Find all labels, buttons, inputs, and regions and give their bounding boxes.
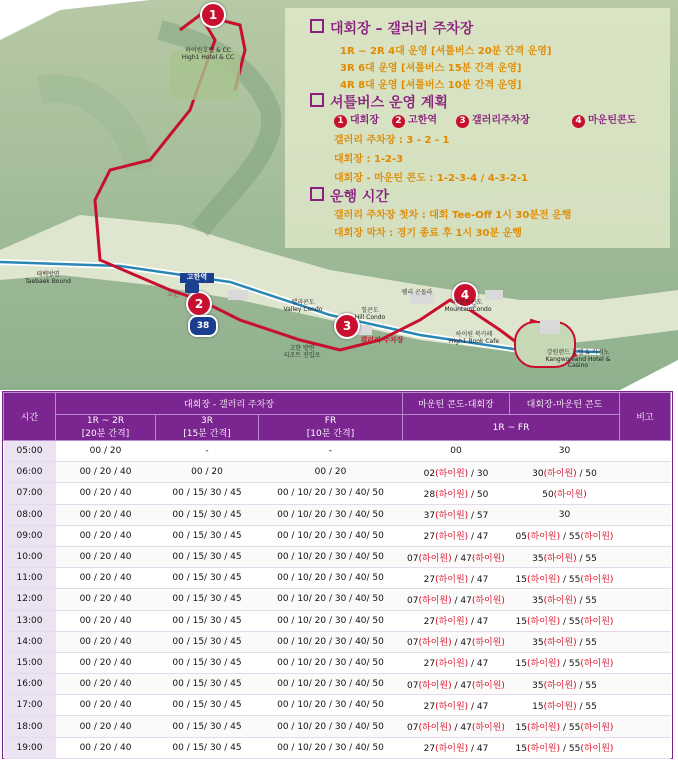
time-value: 50 <box>542 489 554 500</box>
time-cell: 19:00 <box>4 737 56 758</box>
legend-item-2 <box>392 111 437 128</box>
hi-tag: (하이원) <box>527 617 561 628</box>
table-row <box>4 610 671 631</box>
table-row <box>4 737 671 758</box>
shuttle-timetable <box>3 392 671 759</box>
hi-tag: (하이원) <box>543 468 577 479</box>
hi-tag: (하이원) <box>580 723 614 734</box>
time-value: / 57 <box>468 511 489 522</box>
header-group2: 마운틴 콘도-대회장 <box>403 393 510 415</box>
venue-to-mountain-cell <box>510 546 620 567</box>
time-value: 07 <box>407 723 419 734</box>
hi-tag: (하이원) <box>580 532 614 543</box>
gallery-3r-cell: 00 / 15/ 30 / 45 <box>156 483 259 504</box>
header-col3-line2: [10분 간격] <box>306 429 355 439</box>
gallery-3r-cell: - <box>156 441 259 462</box>
venue-to-mountain-cell <box>510 737 620 758</box>
time-cell: 18:00 <box>4 716 56 737</box>
mountain-to-venue-cell <box>403 525 510 546</box>
mountain-to-venue-cell <box>403 695 510 716</box>
hi-tag: (하이원) <box>543 638 577 649</box>
time-cell: 09:00 <box>4 525 56 546</box>
gallery-fr-cell: 00 / 10/ 20 / 30 / 40/ 50 <box>259 695 403 716</box>
time-value: / 47 <box>468 574 489 585</box>
time-value: 35 <box>532 595 544 606</box>
time-value: / 55 <box>576 595 597 606</box>
gallery-fr-cell: - <box>259 441 403 462</box>
section1-line-1: 1R ~ 2R 4대 운영 [셔틀버스 20분 간격 운영] <box>340 46 552 57</box>
time-value: / 50 <box>576 468 597 479</box>
table-row <box>4 483 671 504</box>
hi-tag: (하이원) <box>471 638 505 649</box>
hi-tag: (하이원) <box>435 511 469 522</box>
hi-tag: (하이원) <box>435 744 469 755</box>
time-value: / 55 <box>576 680 597 691</box>
gallery-1r2r-cell: 00 / 20 / 40 <box>56 631 156 652</box>
table-row <box>4 589 671 610</box>
hi-tag: (하이원) <box>435 701 469 712</box>
legend-label-3: 갤러리주차장 <box>472 115 530 126</box>
gallery-fr-cell: 00 / 10/ 20 / 30 / 40/ 50 <box>259 674 403 695</box>
taebaek-text-en: Taebaek Bound <box>25 277 71 285</box>
hi-tag: (하이원) <box>418 553 452 564</box>
gallery-fr-cell: 00 / 10/ 20 / 30 / 40/ 50 <box>259 737 403 758</box>
valley-text: 밸리콘도 <box>291 299 315 306</box>
label-ski: 웰리 곤돌라 <box>401 289 433 296</box>
time-value: / 47 <box>468 744 489 755</box>
hi-tag: (하이원) <box>471 553 505 564</box>
hi-tag: (하이원) <box>580 744 614 755</box>
time-value: 30 <box>532 468 544 479</box>
gallery-1r2r-cell: 00 / 20 / 40 <box>56 525 156 546</box>
hotel-name-en: High1 Hotel & CC <box>181 53 235 61</box>
note-cell <box>620 589 671 610</box>
note-cell <box>620 525 671 546</box>
header-time: 시간 <box>4 393 56 441</box>
valley-text-en: Valley Condo <box>283 305 323 313</box>
time-value: / 47 <box>468 701 489 712</box>
time-value: 15 <box>515 723 527 734</box>
header-col45: 1R ~ FR <box>403 415 620 441</box>
venue-to-mountain-cell <box>510 525 620 546</box>
marker-1[interactable]: 1 <box>200 2 226 28</box>
time-cell: 10:00 <box>4 546 56 567</box>
section3-line-1: 갤러리 주차장 첫차 : 대회 Tee-Off 1시 30분전 운행 <box>334 210 572 221</box>
time-value: / 55 <box>560 532 581 543</box>
section1-title-text: 대회장 – 갤러리 주차장 <box>330 21 474 37</box>
legend-item-1 <box>334 111 379 128</box>
marker-4[interactable]: 4 <box>452 282 478 308</box>
venue-to-mountain-cell <box>510 568 620 589</box>
time-value: 35 <box>532 638 544 649</box>
time-value: 07 <box>407 638 419 649</box>
hi-tag: (하이원) <box>435 617 469 628</box>
gallery-3r-cell: 00 / 15/ 30 / 45 <box>156 546 259 567</box>
label-hill <box>350 308 390 321</box>
gallery-3r-cell: 00 / 15/ 30 / 45 <box>156 504 259 525</box>
legend-label-1: 대회장 <box>350 115 379 126</box>
hi-tag: (하이원) <box>435 468 469 479</box>
note-cell <box>620 631 671 652</box>
time-value: 30 <box>558 509 571 520</box>
gallery-fr-cell: 00 / 10/ 20 / 30 / 40/ 50 <box>259 631 403 652</box>
time-value: 27 <box>423 574 436 585</box>
section1-square-icon <box>310 19 324 33</box>
mountain-to-venue-cell <box>403 737 510 758</box>
table-row <box>4 716 671 737</box>
time-value: / 47 <box>468 659 489 670</box>
venue-to-mountain-cell <box>510 589 620 610</box>
header-group1: 대회장 - 갤러리 주차장 <box>56 393 403 415</box>
header-col2-line2: [15분 간격] <box>183 429 231 439</box>
resort-entrance-text: 리조트 진입로 <box>283 351 321 359</box>
hi-tag: (하이원) <box>418 638 452 649</box>
bus-icon <box>185 283 199 293</box>
bookcafe-text-en: High1 Book Cafe <box>448 337 500 345</box>
note-cell <box>620 674 671 695</box>
hotel-name: 하이원호텔 & CC <box>185 47 231 54</box>
mountain-to-venue-cell <box>403 716 510 737</box>
venue-to-mountain-cell <box>510 674 620 695</box>
gallery-1r2r-cell: 00 / 20 / 40 <box>56 504 156 525</box>
note-cell <box>620 652 671 673</box>
header-col1-line1: 1R ~ 2R <box>86 416 125 426</box>
time-value: 28 <box>423 489 436 500</box>
section1-title <box>310 18 473 38</box>
time-value: / 47 <box>451 723 472 734</box>
note-cell <box>620 441 671 462</box>
hi-tag: (하이원) <box>471 723 505 734</box>
time-value: 00 <box>450 446 462 457</box>
gallery-1r2r-cell: 00 / 20 / 40 <box>56 610 156 631</box>
gallery-1r2r-cell: 00 / 20 / 40 <box>56 674 156 695</box>
header-col1 <box>56 415 156 441</box>
time-value: / 47 <box>451 553 472 564</box>
time-cell: 08:00 <box>4 504 56 525</box>
hi-tag: (하이원) <box>471 680 505 691</box>
time-value: 15 <box>532 701 544 712</box>
hi-tag: (하이원) <box>435 532 469 543</box>
venue-to-mountain-cell <box>510 631 620 652</box>
venue-to-mountain-cell <box>510 695 620 716</box>
bookcafe-text: 하이원 북카페 <box>455 331 493 338</box>
label-mountain <box>440 300 496 313</box>
gallery-fr-cell: 00 / 10/ 20 / 30 / 40/ 50 <box>259 504 403 525</box>
time-value: 07 <box>407 595 419 606</box>
time-cell: 17:00 <box>4 695 56 716</box>
table-row <box>4 674 671 695</box>
gallery-1r2r-cell: 00 / 20 / 40 <box>56 716 156 737</box>
table-row <box>4 652 671 673</box>
kangwon-text-en: Kangwonland Hotel & Casino <box>545 355 611 370</box>
legend-num-4: 4 <box>572 115 585 128</box>
section3-title-text: 운행 시간 <box>330 189 389 205</box>
gallery-1r2r-cell: 00 / 20 <box>56 441 156 462</box>
section2-line-2: 대회장 : 1-2-3 <box>334 154 404 165</box>
gallery-3r-cell: 00 / 15/ 30 / 45 <box>156 674 259 695</box>
section3-title <box>310 186 389 206</box>
time-cell: 07:00 <box>4 483 56 504</box>
gallery-3r-cell: 00 / 15/ 30 / 45 <box>156 737 259 758</box>
gallery-3r-cell: 00 / 15/ 30 / 45 <box>156 716 259 737</box>
table-row <box>4 441 671 462</box>
note-cell <box>620 568 671 589</box>
mountain-to-venue-cell <box>403 441 510 462</box>
mountain-to-venue-cell <box>403 631 510 652</box>
hi-tag: (하이원) <box>543 701 577 712</box>
header-col3-line1: FR <box>324 416 337 426</box>
mountain-to-venue-cell <box>403 483 510 504</box>
hi-tag: (하이원) <box>580 659 614 670</box>
venue-to-mountain-cell <box>510 462 620 483</box>
route-38-badge: 38 <box>188 315 218 337</box>
note-cell <box>620 546 671 567</box>
time-value: 27 <box>423 659 436 670</box>
gallery-1r2r-cell: 00 / 20 / 40 <box>56 695 156 716</box>
time-value: / 55 <box>560 744 581 755</box>
time-value: 27 <box>423 701 436 712</box>
note-cell <box>620 737 671 758</box>
gallery-fr-cell: 00 / 10/ 20 / 30 / 40/ 50 <box>259 716 403 737</box>
header-col2 <box>156 415 259 441</box>
hi-tag: (하이원) <box>580 617 614 628</box>
venue-to-mountain-cell <box>510 652 620 673</box>
time-value: / 55 <box>576 701 597 712</box>
hi-tag: (하이원) <box>580 574 614 585</box>
time-value: / 30 <box>468 468 489 479</box>
time-value: 02 <box>423 468 436 479</box>
gallery-fr-cell: 00 / 20 <box>259 462 403 483</box>
gallery-fr-cell: 00 / 10/ 20 / 30 / 40/ 50 <box>259 589 403 610</box>
gallery-3r-cell: 00 / 15/ 30 / 45 <box>156 631 259 652</box>
table-row <box>4 546 671 567</box>
time-value: 27 <box>423 744 436 755</box>
mountain-to-venue-cell <box>403 674 510 695</box>
legend-item-4 <box>572 111 636 128</box>
label-taebaek <box>18 272 78 285</box>
header-col1-line2: [20분 간격] <box>81 429 130 439</box>
section2-line-3: 대회장 - 마운틴 콘도 : 1-2-3-4 / 4-3-2-1 <box>334 173 529 184</box>
mountain-to-venue-cell <box>403 462 510 483</box>
label-valley <box>278 300 328 313</box>
time-value: / 47 <box>451 595 472 606</box>
label-kangwon <box>545 350 611 370</box>
gallery-fr-cell: 00 / 10/ 20 / 30 / 40/ 50 <box>259 546 403 567</box>
section3-square-icon <box>310 187 324 201</box>
note-cell <box>620 610 671 631</box>
section2-line-1: 갤러리 주차장 : 3 - 2 - 1 <box>334 135 450 146</box>
hi-tag: (하이원) <box>543 680 577 691</box>
gallery-fr-cell: 00 / 10/ 20 / 30 / 40/ 50 <box>259 568 403 589</box>
label-resort-entrance <box>272 346 332 359</box>
time-value: / 55 <box>560 659 581 670</box>
time-cell: 05:00 <box>4 441 56 462</box>
time-value: / 50 <box>468 489 489 500</box>
venue-to-mountain-cell <box>510 441 620 462</box>
timetable-body <box>4 441 671 759</box>
marker-3[interactable]: 3 <box>334 313 360 339</box>
note-cell <box>620 483 671 504</box>
gallery-1r2r-cell: 00 / 20 / 40 <box>56 483 156 504</box>
section1-line-3: 4R 8대 운영 [셔틀버스 10분 간격 운영] <box>340 80 522 91</box>
taebaek-text: 태백방면 <box>36 271 60 278</box>
label-gallery-parking: 갤러리 주차장 <box>360 336 404 344</box>
hi-tag: (하이원) <box>435 659 469 670</box>
legend-item-3 <box>456 111 530 128</box>
hi-tag: (하이원) <box>435 574 469 585</box>
marker-2[interactable]: 2 <box>186 291 212 317</box>
time-value: / 47 <box>468 617 489 628</box>
time-cell: 13:00 <box>4 610 56 631</box>
gallery-1r2r-cell: 00 / 20 / 40 <box>56 737 156 758</box>
timetable-header <box>4 393 671 441</box>
venue-to-mountain-cell <box>510 610 620 631</box>
hill-text: 힐콘도 <box>361 307 379 314</box>
legend-label-4: 마운틴콘도 <box>588 115 637 126</box>
gallery-fr-cell: 00 / 10/ 20 / 30 / 40/ 50 <box>259 610 403 631</box>
gallery-1r2r-cell: 00 / 20 / 40 <box>56 568 156 589</box>
time-value: 35 <box>532 553 544 564</box>
hi-tag: (하이원) <box>527 574 561 585</box>
gallery-3r-cell: 00 / 15/ 30 / 45 <box>156 589 259 610</box>
hi-tag: (하이원) <box>527 723 561 734</box>
gallery-3r-cell: 00 / 15/ 30 / 45 <box>156 610 259 631</box>
time-value: 07 <box>407 680 419 691</box>
hi-tag: (하이원) <box>553 489 587 500</box>
section2-square-icon <box>310 93 324 107</box>
time-value: / 47 <box>451 680 472 691</box>
gallery-3r-cell: 00 / 15/ 30 / 45 <box>156 695 259 716</box>
mountain-to-venue-cell <box>403 610 510 631</box>
hill-text-en: Hill Condo <box>354 313 386 321</box>
time-cell: 12:00 <box>4 589 56 610</box>
time-value: / 47 <box>468 532 489 543</box>
gallery-3r-cell: 00 / 15/ 30 / 45 <box>156 568 259 589</box>
table-row <box>4 462 671 483</box>
kangwon-text: 강원랜드 호텔 & 카지노 <box>546 349 610 356</box>
venue-to-mountain-cell <box>510 483 620 504</box>
hi-tag: (하이원) <box>543 553 577 564</box>
time-cell: 14:00 <box>4 631 56 652</box>
time-cell: 11:00 <box>4 568 56 589</box>
header-note: 비고 <box>620 393 671 441</box>
time-cell: 15:00 <box>4 652 56 673</box>
label-gohan: 고한 <box>167 291 179 298</box>
time-value: / 55 <box>560 574 581 585</box>
gallery-3r-cell: 00 / 15/ 30 / 45 <box>156 525 259 546</box>
table-row <box>4 695 671 716</box>
table-row <box>4 525 671 546</box>
table-row <box>4 568 671 589</box>
header-col3 <box>259 415 403 441</box>
time-value: 15 <box>515 574 527 585</box>
venue-to-mountain-cell <box>510 504 620 525</box>
time-value: / 55 <box>560 617 581 628</box>
time-cell: 16:00 <box>4 674 56 695</box>
mountain-text-en: MountainCondo <box>444 305 492 313</box>
mountain-to-venue-cell <box>403 546 510 567</box>
mountain-text: 마운틴콘도 <box>453 299 483 306</box>
gallery-1r2r-cell: 00 / 20 / 40 <box>56 546 156 567</box>
gallery-3r-cell: 00 / 15/ 30 / 45 <box>156 652 259 673</box>
gohan-entrance-text: 고한 방면 <box>289 345 315 352</box>
mountain-to-venue-cell <box>403 589 510 610</box>
table-row <box>4 631 671 652</box>
label-bookcafe <box>446 332 502 345</box>
mountain-to-venue-cell <box>403 652 510 673</box>
time-value: / 55 <box>576 553 597 564</box>
hi-tag: (하이원) <box>418 595 452 606</box>
gallery-fr-cell: 00 / 10/ 20 / 30 / 40/ 50 <box>259 483 403 504</box>
time-value: 07 <box>407 553 419 564</box>
legend-num-1: 1 <box>334 115 347 128</box>
legend-label-2: 고한역 <box>408 115 437 126</box>
hi-tag: (하이원) <box>527 659 561 670</box>
header-group3: 대회장-마운틴 콘도 <box>510 393 620 415</box>
time-value: 15 <box>515 744 527 755</box>
note-cell <box>620 716 671 737</box>
note-cell <box>620 462 671 483</box>
table-row <box>4 504 671 525</box>
legend-num-2: 2 <box>392 115 405 128</box>
time-value: / 55 <box>560 723 581 734</box>
gallery-fr-cell: 00 / 10/ 20 / 30 / 40/ 50 <box>259 525 403 546</box>
time-value: / 47 <box>451 638 472 649</box>
time-value: 30 <box>558 446 571 457</box>
label-hotel <box>168 48 248 61</box>
section2-title <box>310 92 448 112</box>
hi-tag: (하이원) <box>418 680 452 691</box>
hi-tag: (하이원) <box>527 532 561 543</box>
venue-to-mountain-cell <box>510 716 620 737</box>
gallery-1r2r-cell: 00 / 20 / 40 <box>56 652 156 673</box>
time-value: 37 <box>423 511 436 522</box>
note-cell <box>620 695 671 716</box>
legend-num-3: 3 <box>456 115 469 128</box>
mountain-to-venue-cell <box>403 504 510 525</box>
mountain-to-venue-cell <box>403 568 510 589</box>
time-value: 27 <box>423 617 436 628</box>
header-col2-line1: 3R <box>201 416 213 426</box>
gallery-1r2r-cell: 00 / 20 / 40 <box>56 589 156 610</box>
hi-tag: (하이원) <box>543 595 577 606</box>
section3-line-2: 대회장 막차 : 경기 종료 후 1시 30분 운행 <box>334 228 522 239</box>
hi-tag: (하이원) <box>471 595 505 606</box>
gallery-fr-cell: 00 / 10/ 20 / 30 / 40/ 50 <box>259 652 403 673</box>
time-value: 15 <box>515 617 527 628</box>
time-value: / 55 <box>576 638 597 649</box>
section2-title-text: 셔틀버스 운영 계획 <box>330 95 448 111</box>
time-cell: 06:00 <box>4 462 56 483</box>
label-gohan-station: 고한역 <box>180 273 214 283</box>
gallery-1r2r-cell: 00 / 20 / 40 <box>56 462 156 483</box>
time-value: 05 <box>515 532 527 543</box>
gallery-3r-cell: 00 / 20 <box>156 462 259 483</box>
time-value: 35 <box>532 680 544 691</box>
hi-tag: (하이원) <box>418 723 452 734</box>
time-value: 15 <box>515 659 527 670</box>
note-cell <box>620 504 671 525</box>
hi-tag: (하이원) <box>527 744 561 755</box>
section1-line-2: 3R 6대 운영 [셔틀버스 15분 간격 운영] <box>340 63 522 74</box>
time-value: 27 <box>423 532 436 543</box>
hi-tag: (하이원) <box>435 489 469 500</box>
